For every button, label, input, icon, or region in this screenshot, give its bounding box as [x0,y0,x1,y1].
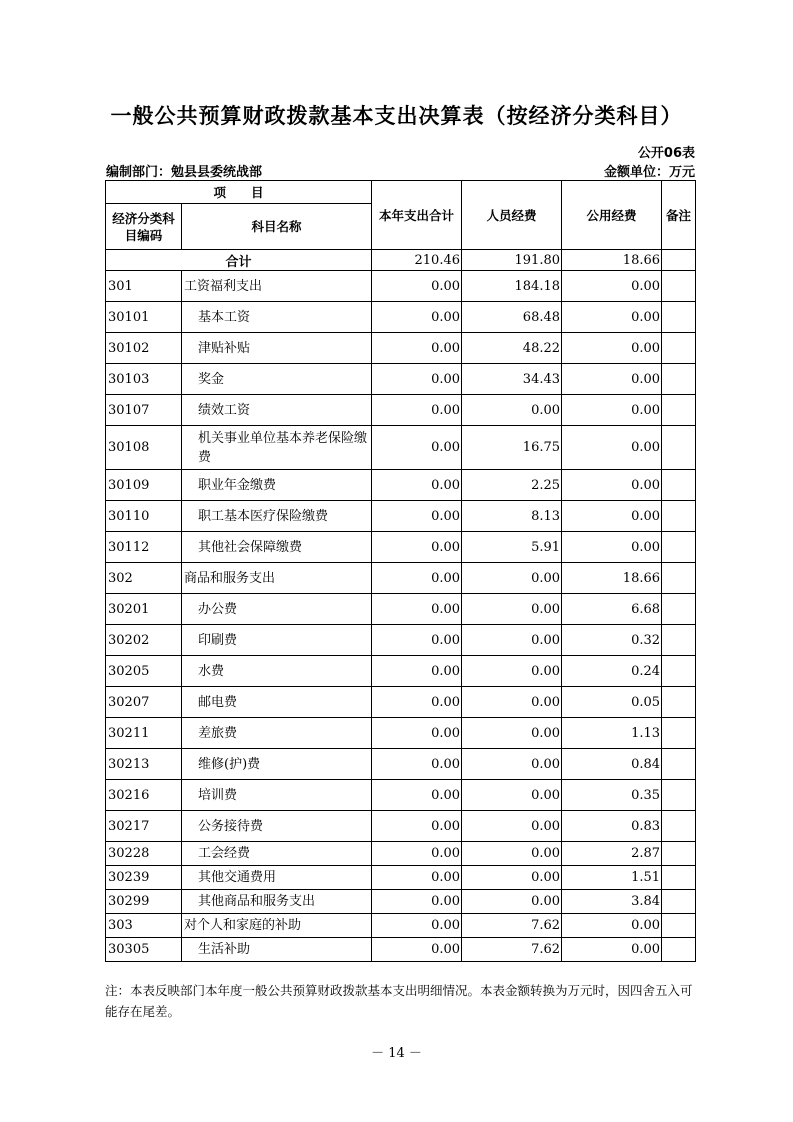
form-number: 公开06表 [637,146,695,161]
row-code: 30205 [106,656,182,687]
row-public: 0.00 [562,395,662,426]
row-code: 30207 [106,687,182,718]
table-row [106,364,696,395]
row-personnel: 0.00 [462,780,562,811]
row-name: 生活补助 [182,938,372,962]
row-public: 0.00 [562,501,662,532]
row-name: 奖金 [182,364,372,395]
row-total: 0.00 [372,302,462,333]
row-total: 0.00 [372,914,462,938]
row-remark [662,687,696,718]
row-name: 公务接待费 [182,811,372,842]
row-public: 0.00 [562,426,662,470]
row-public: 0.00 [562,938,662,962]
table-row [106,501,696,532]
row-code: 30109 [106,470,182,501]
total-public: 18.66 [562,250,662,271]
row-personnel: 7.62 [462,938,562,962]
row-code: 30305 [106,938,182,962]
row-personnel: 0.00 [462,866,562,890]
header-name: 科目名称 [182,204,372,250]
row-name: 职业年金缴费 [182,470,372,501]
row-code: 30216 [106,780,182,811]
row-code: 301 [106,271,182,302]
row-name: 绩效工资 [182,395,372,426]
row-total: 0.00 [372,532,462,563]
row-remark [662,811,696,842]
row-personnel: 2.25 [462,470,562,501]
row-name: 职工基本医疗保险缴费 [182,501,372,532]
row-personnel: 0.00 [462,594,562,625]
table-row [106,890,696,914]
row-total: 0.00 [372,811,462,842]
row-code: 30201 [106,594,182,625]
table-row [106,532,696,563]
row-code: 30107 [106,395,182,426]
row-personnel: 0.00 [462,749,562,780]
row-remark [662,563,696,594]
row-code: 303 [106,914,182,938]
row-personnel: 184.18 [462,271,562,302]
row-total: 0.00 [372,271,462,302]
row-name: 其他社会保障缴费 [182,532,372,563]
header-remark: 备注 [662,181,696,250]
row-personnel: 0.00 [462,718,562,749]
row-public: 0.00 [562,302,662,333]
table-row [106,594,696,625]
table-row [106,656,696,687]
header-code: 经济分类科目编码 [106,204,182,250]
row-name: 对个人和家庭的补助 [182,914,372,938]
row-remark [662,866,696,890]
row-code: 30202 [106,625,182,656]
row-public: 6.68 [562,594,662,625]
row-total: 0.00 [372,780,462,811]
header-public: 公用经费 [562,181,662,250]
table-row [106,470,696,501]
row-total: 0.00 [372,718,462,749]
row-code: 30239 [106,866,182,890]
row-public: 0.00 [562,333,662,364]
row-public: 0.00 [562,914,662,938]
row-total: 0.00 [372,625,462,656]
row-remark [662,333,696,364]
row-code: 302 [106,563,182,594]
table-row [106,302,696,333]
row-remark [662,426,696,470]
row-public: 2.87 [562,842,662,866]
row-name: 机关事业单位基本养老保险缴费 [182,426,372,470]
row-remark [662,842,696,866]
table-row [106,914,696,938]
row-name: 办公费 [182,594,372,625]
row-name: 津贴补贴 [182,333,372,364]
row-personnel: 0.00 [462,395,562,426]
row-remark [662,780,696,811]
row-remark [662,501,696,532]
row-code: 30102 [106,333,182,364]
row-public: 0.05 [562,687,662,718]
row-remark [662,890,696,914]
row-remark [662,271,696,302]
row-total: 0.00 [372,563,462,594]
header-total: 本年支出合计 [372,181,462,250]
row-code: 30213 [106,749,182,780]
row-name: 水费 [182,656,372,687]
row-total: 0.00 [372,333,462,364]
row-total: 0.00 [372,656,462,687]
row-name: 其他交通费用 [182,866,372,890]
total-row [106,250,696,271]
row-remark [662,749,696,780]
table-row [106,333,696,364]
table-row [106,625,696,656]
table-row [106,563,696,594]
total-amount: 210.46 [372,250,462,271]
row-public: 1.51 [562,866,662,890]
row-personnel: 8.13 [462,501,562,532]
row-name: 邮电费 [182,687,372,718]
row-name: 其他商品和服务支出 [182,890,372,914]
row-total: 0.00 [372,687,462,718]
row-name: 培训费 [182,780,372,811]
table-row [106,866,696,890]
row-public: 18.66 [562,563,662,594]
row-code: 30108 [106,426,182,470]
row-total: 0.00 [372,594,462,625]
total-personnel: 191.80 [462,250,562,271]
row-personnel: 48.22 [462,333,562,364]
row-total: 0.00 [372,938,462,962]
row-code: 30228 [106,842,182,866]
row-code: 30112 [106,532,182,563]
row-remark [662,625,696,656]
total-remark [662,250,696,271]
table-row [106,395,696,426]
row-remark [662,718,696,749]
row-total: 0.00 [372,470,462,501]
row-name: 商品和服务支出 [182,563,372,594]
row-total: 0.00 [372,364,462,395]
row-public: 0.24 [562,656,662,687]
table-row [106,687,696,718]
row-personnel: 0.00 [462,842,562,866]
table-row [106,780,696,811]
table-note: 注：本表反映部门本年度一般公共预算财政拨款基本支出明细情况。本表金额转换为万元时，因四舍五入可能存在尾差。 [105,983,693,1019]
table-row [106,938,696,962]
row-code: 30110 [106,501,182,532]
row-public: 0.83 [562,811,662,842]
row-code: 30299 [106,890,182,914]
row-personnel: 5.91 [462,532,562,563]
header-project: 项 目 [106,181,372,204]
row-name: 印刷费 [182,625,372,656]
total-label: 合计 [106,250,372,271]
row-public: 0.35 [562,780,662,811]
page-title: 一般公共预算财政拨款基本支出决算表（按经济分类科目） [110,104,683,128]
row-code: 30217 [106,811,182,842]
row-remark [662,532,696,563]
table-row [106,811,696,842]
row-remark [662,914,696,938]
table-row [106,426,696,470]
table-row [106,718,696,749]
row-public: 0.84 [562,749,662,780]
row-total: 0.00 [372,501,462,532]
row-name: 维修(护)费 [182,749,372,780]
row-total: 0.00 [372,866,462,890]
header-personnel: 人员经费 [462,181,562,250]
row-total: 0.00 [372,749,462,780]
row-public: 0.00 [562,364,662,395]
department-label: 编制部门：勉县县委统战部 [106,165,263,180]
row-remark [662,364,696,395]
row-remark [662,938,696,962]
row-code: 30211 [106,718,182,749]
row-personnel: 0.00 [462,625,562,656]
row-code: 30101 [106,302,182,333]
row-personnel: 0.00 [462,890,562,914]
table-row [106,271,696,302]
row-public: 0.00 [562,271,662,302]
row-remark [662,594,696,625]
row-remark [662,302,696,333]
row-public: 0.00 [562,532,662,563]
row-public: 0.32 [562,625,662,656]
row-public: 3.84 [562,890,662,914]
row-name: 工会经费 [182,842,372,866]
row-code: 30103 [106,364,182,395]
table-row [106,749,696,780]
row-personnel: 0.00 [462,563,562,594]
row-remark [662,656,696,687]
row-remark [662,395,696,426]
row-personnel: 0.00 [462,656,562,687]
row-total: 0.00 [372,842,462,866]
row-total: 0.00 [372,395,462,426]
row-personnel: 0.00 [462,811,562,842]
page-number: － 14 － [371,1046,422,1061]
row-personnel: 7.62 [462,914,562,938]
row-personnel: 68.48 [462,302,562,333]
expenditure-table [105,180,696,962]
amount-unit-label: 金额单位：万元 [603,165,695,180]
row-name: 工资福利支出 [182,271,372,302]
row-personnel: 0.00 [462,687,562,718]
table-row [106,842,696,866]
row-name: 基本工资 [182,302,372,333]
row-total: 0.00 [372,426,462,470]
row-personnel: 34.43 [462,364,562,395]
row-public: 1.13 [562,718,662,749]
row-name: 差旅费 [182,718,372,749]
row-remark [662,470,696,501]
row-total: 0.00 [372,890,462,914]
row-personnel: 16.75 [462,426,562,470]
row-public: 0.00 [562,470,662,501]
